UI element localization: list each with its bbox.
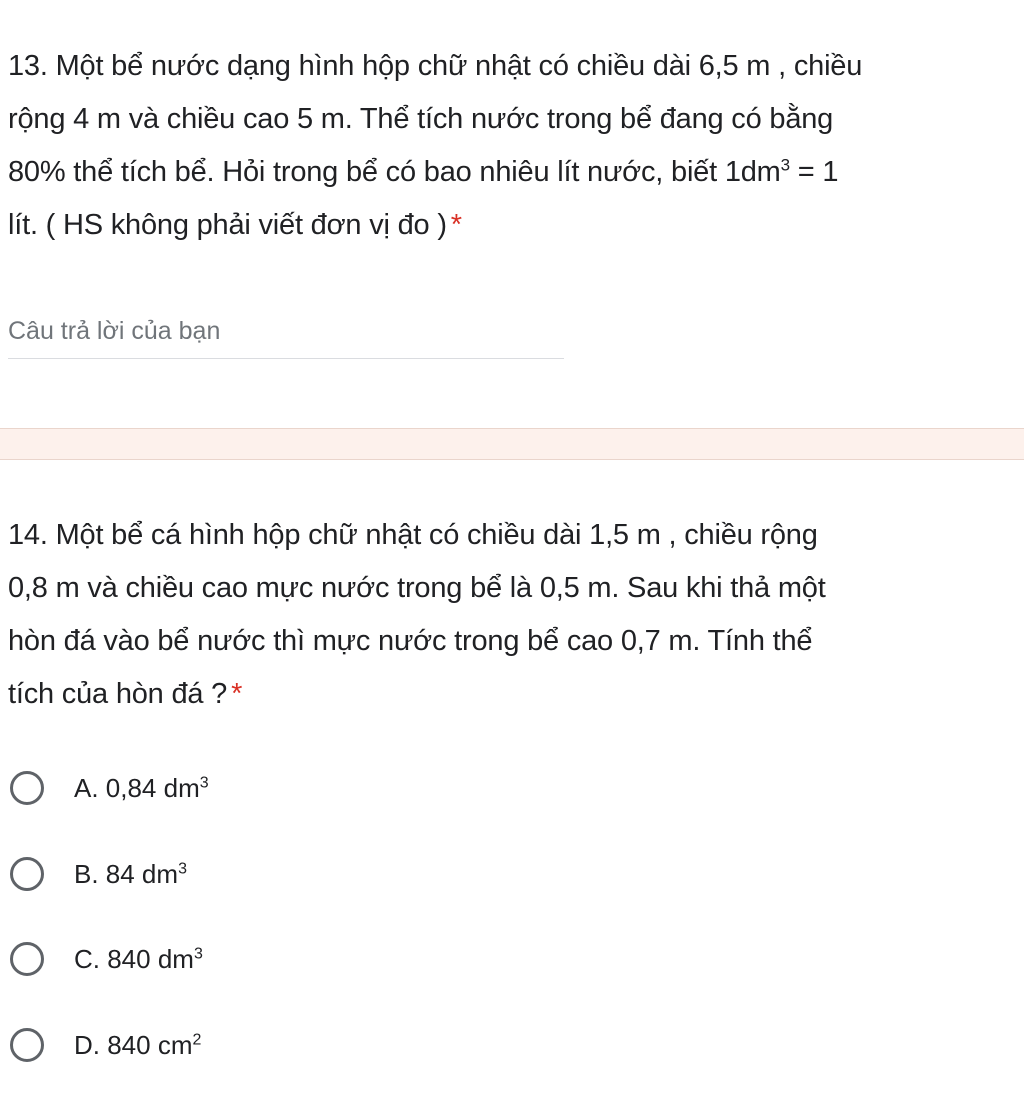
question-13-title (8, 40, 1024, 252)
radio-unchecked-icon[interactable] (10, 1028, 44, 1062)
option-a-label: A. 0,84 $dm^3$ (74, 773, 209, 803)
required-asterisk: * (450, 209, 462, 241)
option-c-label: C. 840 $dm^3$ (74, 944, 203, 974)
question-14-title (8, 509, 1024, 721)
question-13-text-after: = 1 lít. ( HS không phải viết đơn vị đo ) (8, 156, 839, 241)
question-13-exponent: 3 (780, 155, 790, 175)
option-d-label: D. 840 $cm^2$ (74, 1030, 202, 1060)
option-c[interactable] (10, 937, 410, 981)
question-13-text: 13. Một bể nước dạng hình hộp chữ nhật có chiều dài 6,5 m , chiều rộng 4 m và chiều cao 5 m. Thể tích nước trong bể đang có bằng 80% thể tích bể. Hỏi trong bể có bao nhiêu lít nước, biết 1dm (8, 50, 863, 188)
required-asterisk: * (231, 678, 243, 710)
option-b-label: B. 84 $dm^3$ (74, 859, 187, 889)
radio-unchecked-icon[interactable] (10, 942, 44, 976)
option-b[interactable] (10, 852, 410, 896)
option-a[interactable] (10, 766, 410, 810)
answer-placeholder: Câu trả lời của bạn (8, 317, 221, 345)
section-separator (0, 428, 1024, 460)
answer-input[interactable] (8, 312, 564, 359)
radio-unchecked-icon[interactable] (10, 771, 44, 805)
radio-unchecked-icon[interactable] (10, 857, 44, 891)
question-14-text: 14. Một bể cá hình hộp chữ nhật có chiều dài 1,5 m , chiều rộng 0,8 m và chiều cao mực nước trong bể là 0,5 m. Sau khi thả một hòn đá vào bể nước thì mực nước trong bể cao 0,7 m. Tính thể tích của hòn đá ? (8, 519, 826, 710)
option-d[interactable] (10, 1023, 410, 1067)
